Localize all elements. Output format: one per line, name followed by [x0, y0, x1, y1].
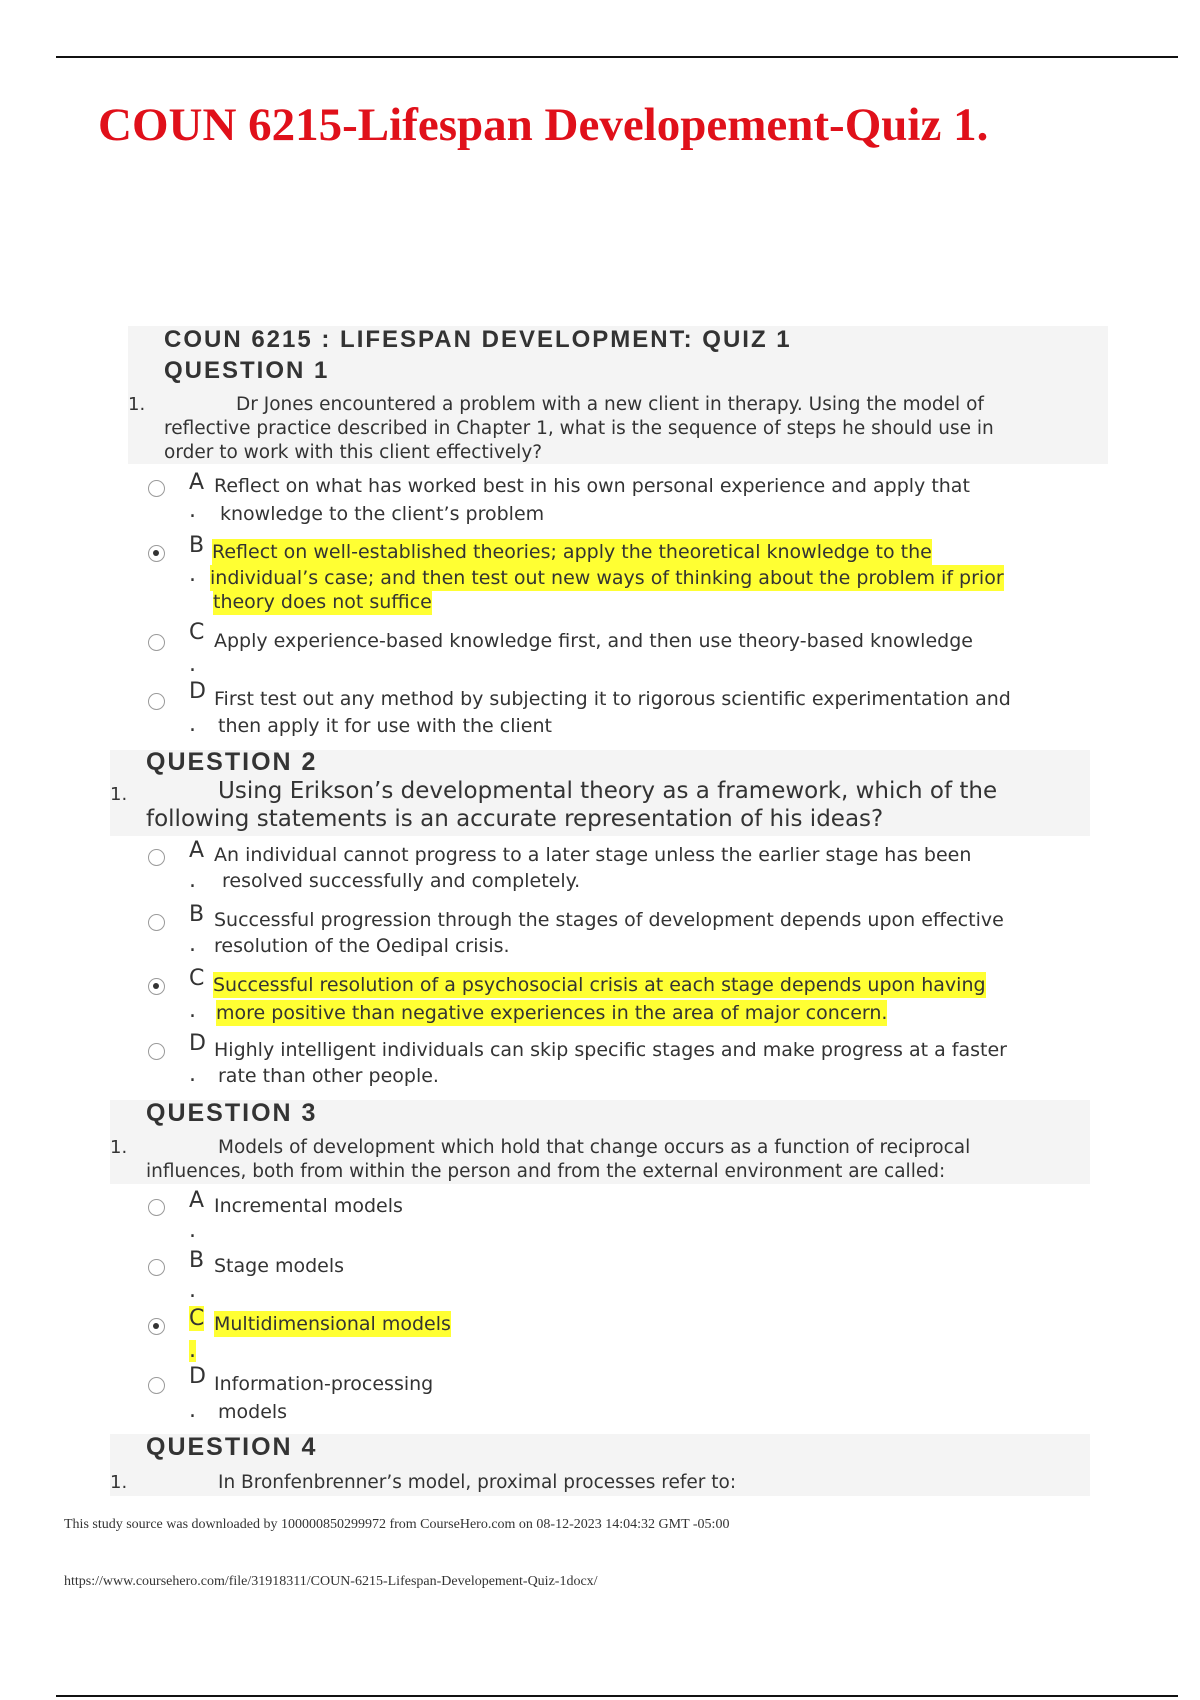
option-letter: C — [189, 966, 205, 991]
option-text-line: Successful progression through the stages of development depends upon effective — [214, 909, 1004, 931]
option-text-line: An individual cannot progress to a later stage unless the earlier stage has been — [214, 844, 972, 866]
option-period: . — [189, 1278, 196, 1303]
question-text-line: influences, both from within the person and from the external environment are called: — [146, 1161, 946, 1182]
question-number: 1. — [128, 394, 146, 415]
option-text-line: Reflect on what has worked best in his own personal experience and apply that — [214, 475, 970, 497]
radio-button-selected-icon[interactable] — [148, 978, 165, 995]
radio-button-icon[interactable] — [148, 634, 165, 651]
radio-button-selected-icon[interactable] — [148, 545, 165, 562]
radio-button-icon[interactable] — [148, 480, 165, 497]
option-period: . — [189, 1062, 196, 1087]
question-text-line: following statements is an accurate representation of his ideas? — [146, 806, 884, 832]
radio-button-icon[interactable] — [148, 1043, 165, 1060]
option-period: . — [189, 1218, 196, 1243]
bottom-rule — [56, 1695, 1178, 1697]
option-letter: B — [189, 533, 205, 558]
document-title: COUN 6215-Lifespan Developement-Quiz 1. — [98, 99, 989, 151]
option-letter: D — [189, 679, 206, 704]
radio-button-icon[interactable] — [148, 1259, 165, 1276]
option-text-line: Stage models — [214, 1255, 345, 1277]
option-text-line-highlighted: theory does not suffice — [213, 591, 432, 613]
option-period: . — [189, 932, 196, 957]
option-period: . — [189, 868, 196, 893]
radio-button-icon[interactable] — [148, 1199, 165, 1216]
question-number: 1. — [110, 784, 128, 805]
option-text-line-highlighted: Successful resolution of a psychosocial crisis at each stage depends upon having — [213, 974, 986, 996]
radio-button-icon[interactable] — [148, 849, 165, 866]
option-period: . — [189, 498, 196, 523]
option-text-line: resolved successfully and completely. — [222, 870, 581, 892]
option-letter: B — [189, 1248, 205, 1273]
option-letter-highlighted: C — [189, 1306, 205, 1331]
option-period: . — [189, 998, 196, 1023]
question-text-line: In Bronfenbrenner’s model, proximal processes refer to: — [218, 1472, 737, 1493]
question-heading: QUESTION 4 — [146, 1433, 318, 1461]
option-text-line: rate than other people. — [218, 1065, 439, 1087]
option-letter: A — [189, 838, 205, 863]
option-text-line-highlighted: Reflect on well-established theories; apply the theoretical knowledge to the — [212, 541, 932, 563]
option-text-line: Apply experience-based knowledge first, and then use theory-based knowledge — [214, 630, 973, 652]
option-letter: D — [189, 1364, 206, 1389]
question-heading: QUESTION 1 — [164, 357, 330, 384]
option-letter: A — [189, 470, 205, 495]
option-text-line-highlighted: individual’s case; and then test out new ways of thinking about the problem if prior — [210, 567, 1004, 589]
option-letter: D — [189, 1031, 206, 1056]
question-heading: QUESTION 2 — [146, 748, 318, 776]
option-letter: C — [189, 620, 205, 645]
radio-button-icon[interactable] — [148, 914, 165, 931]
option-text-line: Incremental models — [214, 1195, 403, 1217]
source-url: https://www.coursehero.com/file/31918311/COUN-6215-Lifespan-Developement-Quiz-1docx/ — [64, 1574, 598, 1589]
download-source-note: This study source was downloaded by 100000850299972 from CourseHero.com on 08-12-2023 14:04:32 GMT -05:00 — [64, 1517, 730, 1532]
question-text-line: Dr Jones encountered a problem with a new client in therapy. Using the model of — [236, 394, 984, 415]
option-text-line-highlighted: more positive than negative experiences in the area of major concern. — [216, 1002, 888, 1024]
option-text-line: Highly intelligent individuals can skip specific stages and make progress at a faster — [214, 1039, 1007, 1061]
option-text-line-highlighted: Multidimensional models — [214, 1313, 451, 1335]
question-heading: QUESTION 3 — [146, 1099, 318, 1127]
question-number: 1. — [110, 1137, 128, 1158]
radio-button-icon[interactable] — [148, 693, 165, 710]
option-text-line: First test out any method by subjecting it to rigorous scientific experimentation and — [214, 688, 1011, 710]
option-text-line: knowledge to the client’s problem — [220, 503, 545, 525]
radio-button-icon[interactable] — [148, 1377, 165, 1394]
question-text-line: Models of development which hold that change occurs as a function of reciprocal — [218, 1137, 971, 1158]
question-text-line: order to work with this client effectively? — [164, 442, 543, 463]
option-text-line: Information-processing — [214, 1373, 434, 1395]
option-period: . — [189, 712, 196, 737]
option-text-line: resolution of the Oedipal crisis. — [214, 935, 510, 957]
question-text-line: reflective practice described in Chapter 1, what is the sequence of steps he should use in — [164, 418, 994, 439]
option-letter: B — [189, 902, 205, 927]
option-period-highlighted: . — [189, 1338, 196, 1363]
option-text-line: models — [218, 1401, 288, 1423]
quiz-header-title: COUN 6215 : LIFESPAN DEVELOPMENT: QUIZ 1 — [164, 326, 792, 353]
question-text-line: Using Erikson’s developmental theory as a framework, which of the — [218, 778, 998, 804]
option-period: . — [189, 562, 196, 587]
radio-button-selected-icon[interactable] — [148, 1318, 165, 1335]
option-text-line: then apply it for use with the client — [218, 715, 552, 737]
top-rule — [56, 56, 1178, 58]
question-number: 1. — [110, 1472, 128, 1493]
option-period: . — [189, 1398, 196, 1423]
option-period: . — [189, 652, 196, 677]
option-letter: A — [189, 1188, 205, 1213]
